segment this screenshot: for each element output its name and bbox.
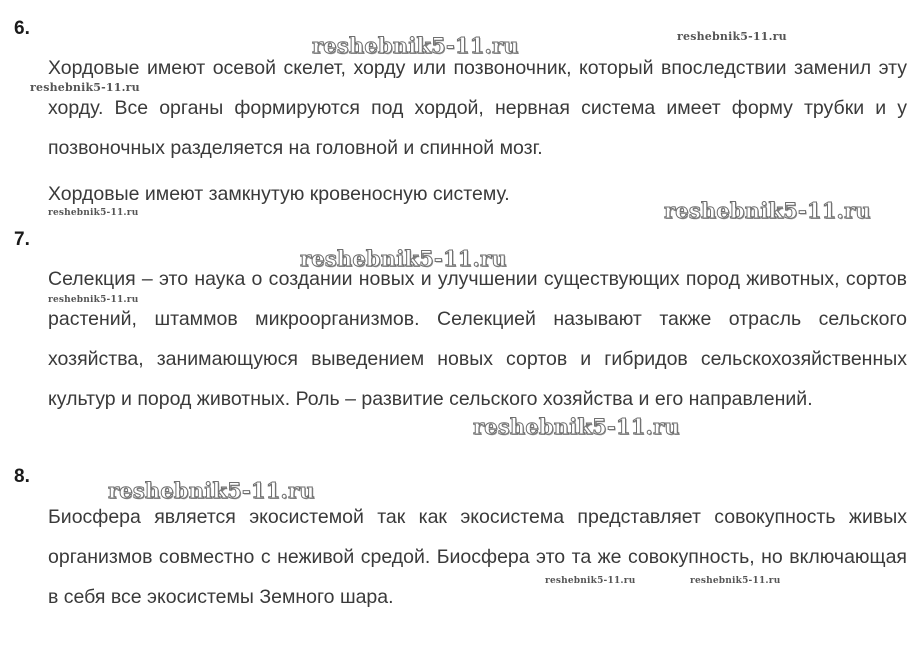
watermark: reshebnik5-11.ru [690, 576, 781, 586]
watermark: reshebnik5-11.ru [300, 246, 507, 271]
watermark: reshebnik5-11.ru [48, 295, 139, 305]
section-8-paragraph-1: Биосфера является экосистемой так как экосистема представляет совокупность живых организмов совместно с неживой средой. Биосфера это та же совокупность, но включающая в себя все экосистемы Земного шара. [48, 506, 907, 608]
watermark: reshebnik5-11.ru [545, 576, 636, 586]
watermark: reshebnik5-11.ru [473, 414, 680, 439]
section-6-paragraph-2: Хордовые имеют замкнутую кровеносную систему. [48, 183, 510, 205]
section-6-paragraph-1: Хордовые имеют осевой скелет, хорду или позвоночник, который впоследствии заменил эту хорду. Все органы формируются под хордой, нервная система имеет форму трубки и у позвоночных разделяется на головной и спинной мозг. [48, 57, 907, 159]
section-7-paragraph-1: Селекция – это наука о создании новых и улучшении существующих пород животных, сортов растений, штаммов микроорганизмов. Селекцией называют также отрасль сельского хозяйства, занимающуюся выведением новых сортов и гибридов сельскохозяйственных культур и пород животных. Роль – развитие сельского хозяйства и его направлений. [48, 268, 907, 410]
section-number-7: 7. [14, 229, 30, 250]
section-number-6: 6. [14, 18, 30, 39]
watermark: reshebnik5-11.ru [108, 478, 315, 503]
section-number-8: 8. [14, 466, 30, 487]
watermark: reshebnik5-11.ru [48, 208, 139, 218]
watermark: reshebnik5-11.ru [312, 33, 519, 58]
watermark: reshebnik5-11.ru [30, 81, 140, 94]
watermark: reshebnik5-11.ru [664, 198, 871, 223]
watermark: reshebnik5-11.ru [677, 30, 787, 43]
